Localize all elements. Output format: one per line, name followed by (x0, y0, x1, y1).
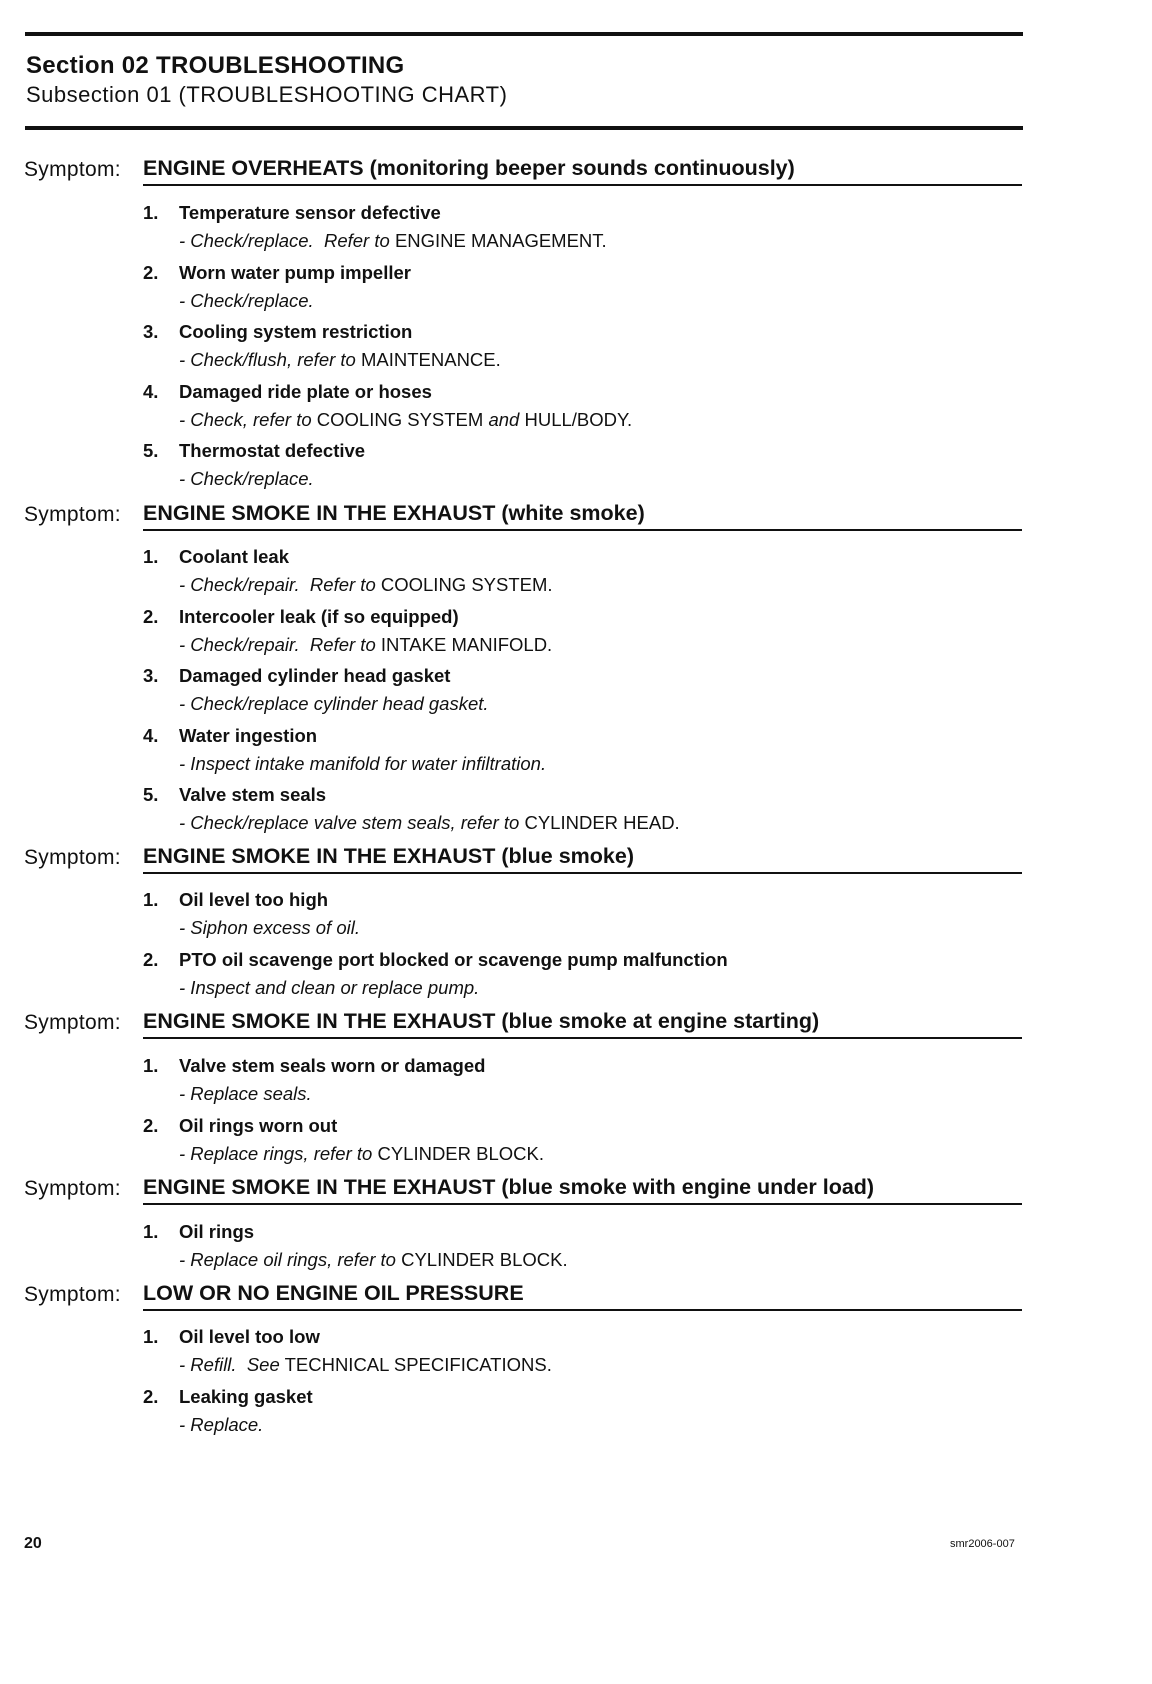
cause-title: Valve stem seals worn or damaged (179, 1055, 486, 1076)
subsection-title: Subsection 01 (TROUBLESHOOTING CHART) (26, 82, 508, 107)
cause-number: 1. (143, 1326, 159, 1347)
symptom-underline (143, 872, 1022, 874)
refer-text: Refer to (323, 230, 390, 251)
cause-number: 1. (143, 1055, 159, 1076)
reference-target: HULL/BODY. (524, 409, 633, 430)
cause-action (179, 634, 552, 656)
cause-title: Temperature sensor defective (179, 202, 441, 223)
cause-action (179, 409, 632, 431)
cause-number: 1. (143, 546, 159, 567)
symptom-underline (143, 1309, 1022, 1311)
refer-text: Refer to (309, 574, 376, 595)
cause-action (179, 290, 314, 312)
symptom-heading (24, 158, 1022, 188)
symptom-label: Symptom: (24, 846, 121, 869)
symptom-label: Symptom: (24, 1011, 121, 1034)
cause-action (179, 1354, 552, 1376)
cause-action (179, 693, 489, 715)
action-text: - Check, refer to (179, 409, 312, 430)
symptom-label: Symptom: (24, 158, 121, 181)
document-code: smr2006-007 (950, 1538, 1015, 1550)
symptom-heading (24, 1011, 1022, 1041)
symptom-label: Symptom: (24, 1283, 121, 1306)
cause-number: 3. (143, 665, 159, 686)
action-text: - Inspect intake manifold for water infiltration. (179, 753, 547, 774)
reference-target: CYLINDER HEAD. (524, 812, 680, 833)
symptom-title: ENGINE OVERHEATS (monitoring beeper sounds continuously) (143, 156, 795, 180)
action-text: - Inspect and clean or replace pump. (179, 977, 480, 998)
cause-title: Cooling system restriction (179, 321, 413, 342)
cause-number: 4. (143, 725, 159, 746)
cause-title: Oil level too low (179, 1326, 320, 1347)
action-text: - Check/replace. (179, 290, 314, 311)
cause-title: Oil level too high (179, 889, 329, 910)
cause-number: 5. (143, 440, 159, 461)
reference-target: COOLING SYSTEM (316, 409, 484, 430)
cause-action (179, 977, 479, 999)
reference-target: TECHNICAL SPECIFICATIONS. (284, 1354, 552, 1375)
action-text: - Check/repair. (179, 574, 300, 595)
and-text: and (488, 409, 520, 430)
cause-title: PTO oil scavenge port blocked or scavenge pump malfunction (179, 949, 728, 970)
cause-number: 3. (143, 321, 159, 342)
action-text: - Replace oil rings, refer to (179, 1249, 396, 1270)
symptom-underline (143, 184, 1022, 186)
symptom-label: Symptom: (24, 503, 121, 526)
cause-title: Coolant leak (179, 546, 289, 567)
action-text: - Replace rings, refer to (179, 1143, 373, 1164)
top-rule (25, 32, 1023, 36)
symptom-title: ENGINE SMOKE IN THE EXHAUST (white smoke) (143, 501, 645, 525)
cause-action (179, 1249, 568, 1271)
cause-action (179, 574, 553, 596)
reference-target: ENGINE MANAGEMENT. (394, 230, 607, 251)
symptom-title: ENGINE SMOKE IN THE EXHAUST (blue smoke) (143, 844, 634, 868)
cause-action (179, 1083, 312, 1105)
cause-action (179, 753, 546, 775)
cause-title: Water ingestion (179, 725, 318, 746)
action-text: - Refill. (179, 1354, 237, 1375)
cause-title: Oil rings worn out (179, 1115, 338, 1136)
symptom-title: ENGINE SMOKE IN THE EXHAUST (blue smoke at engine starting) (143, 1009, 820, 1033)
refer-text: Refer to (309, 634, 376, 655)
cause-action (179, 1143, 544, 1165)
cause-action (179, 1414, 263, 1436)
cause-number: 2. (143, 1115, 159, 1136)
section-title: Section 02 TROUBLESHOOTING (26, 52, 405, 79)
cause-title: Valve stem seals (179, 784, 327, 805)
cause-number: 4. (143, 381, 159, 402)
action-text: - Siphon excess of oil. (179, 917, 360, 938)
action-text: - Replace seals. (179, 1083, 312, 1104)
symptom-heading (24, 503, 1022, 533)
cause-title: Damaged ride plate or hoses (179, 381, 432, 402)
symptom-label: Symptom: (24, 1177, 121, 1200)
cause-action (179, 468, 314, 490)
cause-number: 2. (143, 606, 159, 627)
reference-target: INTAKE MANIFOLD. (380, 634, 553, 655)
action-text: - Check/flush, refer to (179, 349, 356, 370)
symptom-underline (143, 529, 1022, 531)
cause-number: 2. (143, 262, 159, 283)
cause-number: 1. (143, 889, 159, 910)
cause-title: Damaged cylinder head gasket (179, 665, 451, 686)
symptom-heading (24, 1283, 1022, 1313)
cause-action (179, 349, 501, 371)
cause-action (179, 230, 607, 252)
action-text: - Check/replace valve stem seals, refer to (179, 812, 520, 833)
action-text: - Check/replace. (179, 468, 314, 489)
symptom-heading (24, 1177, 1022, 1207)
cause-title: Worn water pump impeller (179, 262, 411, 283)
header-rule (25, 126, 1023, 130)
action-text: - Check/replace. (179, 230, 314, 251)
cause-title: Thermostat defective (179, 440, 366, 461)
cause-action (179, 917, 360, 939)
cause-title: Leaking gasket (179, 1386, 313, 1407)
symptom-underline (143, 1037, 1022, 1039)
action-text: - Check/repair. (179, 634, 300, 655)
symptom-heading (24, 846, 1022, 876)
cause-title: Intercooler leak (if so equipped) (179, 606, 459, 627)
page-number: 20 (24, 1535, 42, 1552)
cause-number: 2. (143, 949, 159, 970)
refer-text: See (246, 1354, 280, 1375)
cause-action (179, 812, 680, 834)
action-text: - Replace. (179, 1414, 264, 1435)
symptom-title: ENGINE SMOKE IN THE EXHAUST (blue smoke with engine under load) (143, 1175, 875, 1199)
cause-number: 2. (143, 1386, 159, 1407)
reference-target: CYLINDER BLOCK. (377, 1143, 544, 1164)
reference-target: MAINTENANCE. (360, 349, 501, 370)
cause-title: Oil rings (179, 1221, 255, 1242)
cause-number: 5. (143, 784, 159, 805)
cause-number: 1. (143, 202, 159, 223)
reference-target: CYLINDER BLOCK. (401, 1249, 568, 1270)
action-text: - Check/replace cylinder head gasket. (179, 693, 489, 714)
symptom-underline (143, 1203, 1022, 1205)
reference-target: COOLING SYSTEM. (380, 574, 553, 595)
cause-number: 1. (143, 1221, 159, 1242)
symptom-title: LOW OR NO ENGINE OIL PRESSURE (143, 1281, 524, 1305)
